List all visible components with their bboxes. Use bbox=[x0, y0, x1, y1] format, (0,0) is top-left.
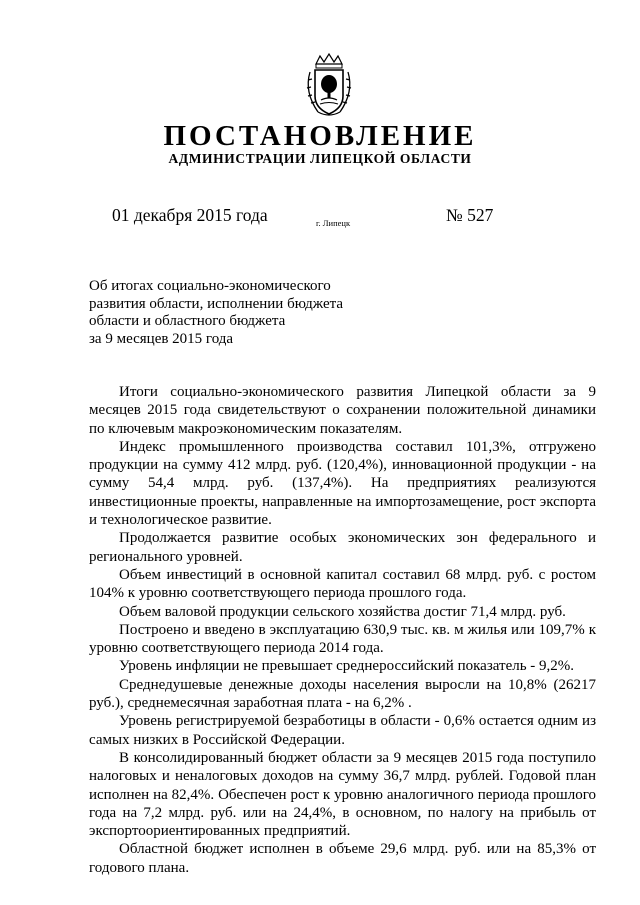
document-date: 01 декабря 2015 года bbox=[112, 205, 268, 225]
document-number: № 527 bbox=[446, 205, 494, 225]
body-paragraph: Объем инвестиций в основной капитал составил 68 млрд. руб. с ростом 104% к уровню соответствующего периода прошлого года. bbox=[89, 566, 596, 602]
body-paragraph: Индекс промышленного производства составил 101,3%, отгружено продукции на сумму 412 млрд. руб. (120,4%), инновационной продукции - на сумму 54,4 млрд. руб. (137,4%). На предприятиях реализуются инвестиционные проекты, направленные на импортозамещение, рост экспорта и технологическое развитие. bbox=[89, 438, 596, 529]
document-topic bbox=[89, 278, 389, 348]
topic-line: Об итогах социально-экономического bbox=[89, 278, 331, 294]
body-paragraph: Среднедушевые денежные доходы населения выросли на 10,8% (26217 руб.), среднемесячная заработная плата - на 6,2% . bbox=[89, 676, 596, 712]
body-paragraph: Уровень регистрируемой безработицы в области - 0,6% остается одним из самых низких в Российской Федерации. bbox=[89, 713, 596, 748]
body-paragraph: Построено и введено в эксплуатацию 630,9 тыс. кв. м жилья или 109,7% к уровню соответствующего периода 2014 года. bbox=[89, 621, 596, 657]
document-title: ПОСТАНОВЛЕНИЕ bbox=[163, 120, 477, 152]
document-city: г. Липецк bbox=[316, 218, 351, 228]
body-paragraph: В консолидированный бюджет области за 9 месяцев 2015 года поступило налоговых и неналоговых доходов на сумму 36,7 млрд. рублей. Годовой план исполнен на 82,4%. Обеспечен рост к уровню аналогичного периода прошлого года на 7,2 млрд. руб. или на 24,4%, в основном, по налогу на прибыль от экспортоориентированных предприятий. bbox=[89, 749, 596, 840]
topic-line: области и областного бюджета bbox=[89, 313, 286, 330]
document-subtitle: АДМИНИСТРАЦИИ ЛИПЕЦКОЙ ОБЛАСТИ bbox=[168, 151, 472, 166]
topic-line: развития области, исполнении бюджета bbox=[89, 295, 344, 312]
body-paragraph: Областной бюджет исполнен в объеме 29,6 млрд. руб. или на 85,3% от годового плана. bbox=[89, 841, 596, 876]
coat-of-arms-emblem bbox=[298, 52, 360, 118]
body-paragraph: Уровень инфляции не превышает среднероссийский показатель - 9,2%. bbox=[119, 658, 575, 675]
document-body bbox=[89, 383, 596, 877]
body-paragraph: Продолжается развитие особых экономических зон федерального и регионального уровней. bbox=[89, 530, 596, 565]
body-paragraph: Итоги социально-экономического развития Липецкой области за 9 месяцев 2015 года свидетельствуют о сохранении положительной динамики по ключевым макроэкономическим показателям. bbox=[89, 384, 596, 437]
topic-line: за 9 месяцев 2015 года bbox=[89, 330, 234, 347]
body-paragraph: Объем валовой продукции сельского хозяйства достиг 71,4 млрд. руб. bbox=[119, 603, 566, 620]
